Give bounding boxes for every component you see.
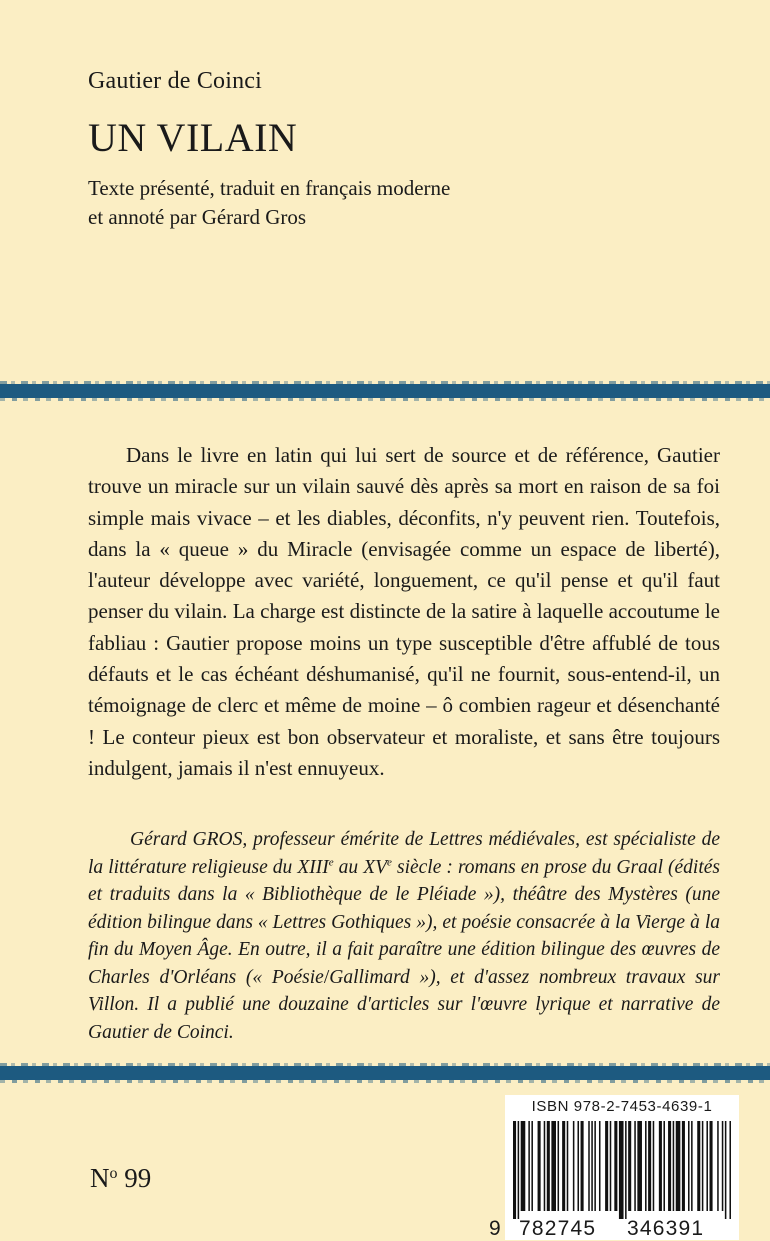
bio-text-2: au XV (333, 856, 388, 878)
barcode-bar (710, 1121, 713, 1211)
barcode-bar (645, 1121, 647, 1211)
barcode-bar (634, 1121, 636, 1211)
ean-first-digit: 9 (489, 1217, 502, 1240)
barcode-bar (688, 1121, 690, 1211)
barcode-bar (531, 1121, 533, 1211)
barcode-bar (653, 1121, 655, 1211)
barcode-bar (588, 1121, 590, 1211)
barcode-bar (619, 1121, 624, 1219)
barcode-bar (673, 1121, 675, 1211)
bio-sup-1: e (328, 856, 334, 868)
barcode-bar (599, 1121, 601, 1211)
bio-text-1: Gérard GROS, professeur émérite de Lettres médiévales, est spécialiste de la littérature religieuse du XIII (88, 829, 720, 878)
barcode-bar (544, 1121, 546, 1211)
series-number (90, 1163, 151, 1194)
barcode-bar (702, 1121, 704, 1211)
barcode-bar (691, 1121, 693, 1211)
bottom-decorative-band (0, 1066, 770, 1080)
barcode-bar (538, 1121, 541, 1211)
ean-group-2: 346391 (627, 1217, 705, 1240)
barcode-bar (729, 1121, 731, 1219)
barcode-bar (725, 1121, 727, 1219)
barcode-bar (668, 1121, 671, 1211)
editor-biography (88, 826, 720, 1046)
barcode-bar (682, 1121, 685, 1211)
credits-line-2: et annoté par Gérard Gros (88, 205, 307, 229)
barcode-bar (614, 1121, 617, 1211)
barcode-bar (605, 1121, 608, 1211)
barcode-bar (513, 1121, 516, 1219)
barcode-bar (518, 1121, 520, 1219)
bio-text-4: Gallimard »), et d'assez nombreux travaux sur Villon. Il a publié une douzaine d'articles sur l'œuvre lyrique et narrative de Gautier de Coinci. (88, 966, 720, 1043)
book-summary: Dans le livre en latin qui lui sert de source et de référence, Gautier trouve un miracle sur un vilain sauvé dès après sa mort en raison de sa foi simple mais vivace – et les diables, déconfits, n'y peuvent rien. Toutefois, dans la « queue » du Miracle (envisagée comme un espace de liberté), l'auteur développe avec variété, longuement, ce qu'il pense et qu'il faut penser du vilain. La charge est distincte de la satire à laquelle accoutume le fabliau : Gautier propose moins un type susceptible d'être affublé de tous défauts et le cas échéant déshumanisé, qu'il ne fournit, sous-entend-il, un témoignage de clerc et même de moine – ô combien rageur et désenchanté ! Le conteur pieux est bon observateur et moraliste, et sans être toujours indulgent, jamais il n'est ennuyeux. (88, 443, 720, 780)
barcode-bar (547, 1121, 550, 1211)
bio-slash: / (323, 966, 330, 988)
barcode-bar (697, 1121, 700, 1211)
barcode-bar (706, 1121, 708, 1211)
barcode-bar (610, 1121, 612, 1211)
bio-sup-2: e (387, 856, 392, 868)
barcode-bar (581, 1121, 584, 1211)
top-decorative-band (0, 384, 770, 398)
number-value: 99 (117, 1163, 152, 1193)
number-prefix: N (90, 1163, 110, 1193)
isbn-text: ISBN 978-2-7453-4639-1 (531, 1098, 713, 1115)
isbn-barcode (489, 1095, 739, 1240)
barcode-bar (567, 1121, 569, 1211)
ean-group-1: 782745 (519, 1217, 597, 1240)
barcode-bar (591, 1121, 593, 1211)
credits-line-1: Texte présenté, traduit en français moderne (88, 176, 451, 200)
barcode-bar (637, 1121, 642, 1211)
barcode-bar (528, 1121, 530, 1211)
barcode-bar (659, 1121, 662, 1211)
barcode-bar (663, 1121, 665, 1211)
author-name: Gautier de Coinci (88, 68, 263, 94)
number-sup: o (109, 1165, 118, 1182)
barcode-bar (551, 1121, 556, 1211)
barcode-bar (573, 1121, 575, 1211)
barcode-bar (625, 1121, 627, 1219)
barcode-bar (648, 1121, 651, 1211)
bio-text-3: siècle : romans en prose du Graal (édités et traduits dans la « Bibliothèque de le Pléiade »), théâtre des Mystères (une édition bilingue dans « Lettres Gothiques »), et poésie consacrée à la Vierge à la fin du Moyen Âge. En outre, il a fait paraître une édition bilingue des œuvres de Charles d'Orléans (« Poésie (88, 856, 720, 988)
barcode-bar (577, 1121, 579, 1211)
book-title: UN VILAIN (88, 115, 298, 160)
edition-credits (88, 174, 450, 232)
barcode-bar (676, 1121, 681, 1211)
barcode-bar (521, 1121, 526, 1211)
barcode-bar (562, 1121, 565, 1211)
barcode-bar (594, 1121, 596, 1211)
barcode-bar (722, 1121, 724, 1211)
barcode-bar (558, 1121, 560, 1211)
barcode-bar (717, 1121, 719, 1211)
barcode-bars (513, 1121, 731, 1219)
barcode-bar (628, 1121, 631, 1211)
